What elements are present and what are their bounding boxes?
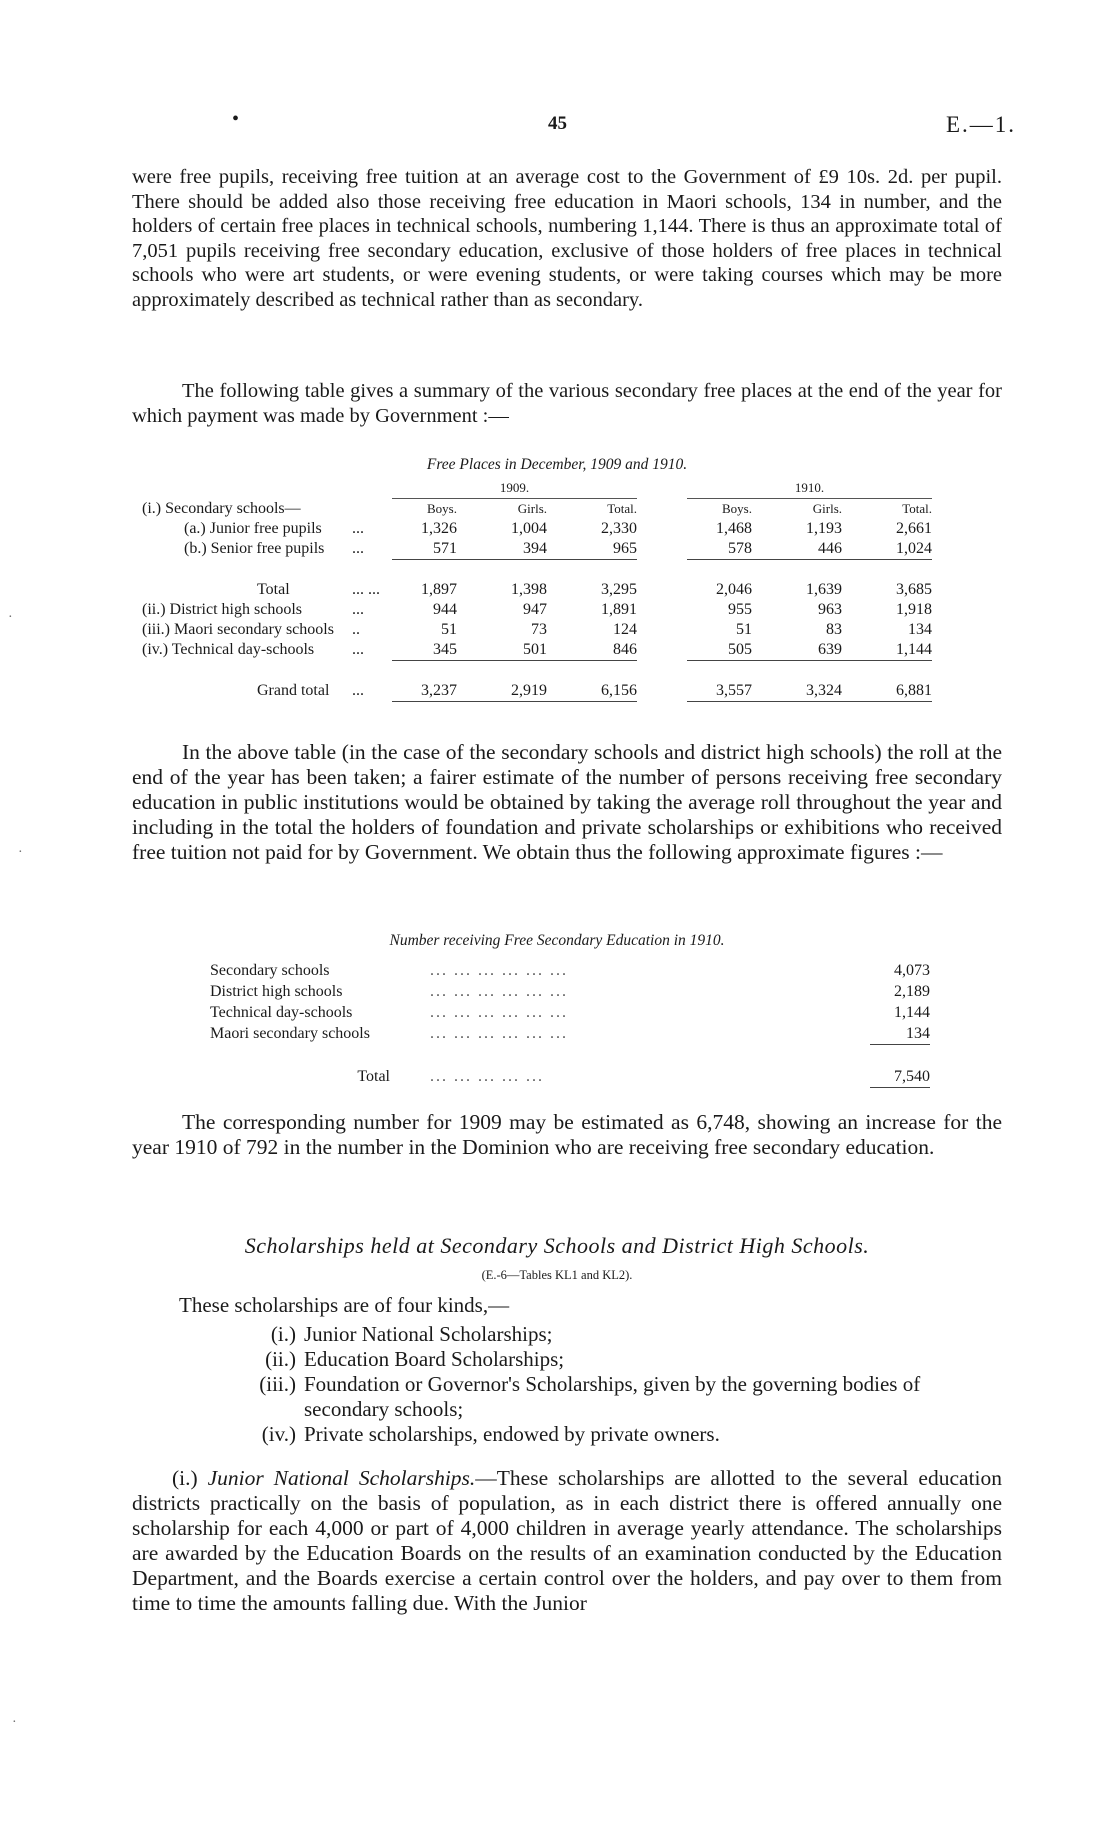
item-text: Private scholarships, endowed by private owners. [304, 1422, 720, 1446]
cell: 955 [728, 601, 752, 618]
scholarships-intro: These scholarships are of four kinds,— [179, 1293, 510, 1317]
free-secondary-table [210, 960, 930, 1109]
free-places-table [142, 478, 932, 722]
secondary-schools-label: (i.) Secondary schools— [142, 499, 301, 517]
table-row [142, 600, 932, 620]
table1-caption: Free Places in December, 1909 and 1910. [426, 456, 688, 473]
item-text: Junior National Scholarships; [304, 1322, 553, 1346]
year-1910-header: 1910. [687, 478, 932, 499]
row-label: Total [357, 1067, 390, 1085]
cell: 2,330 [601, 520, 637, 537]
cell: 134 [908, 621, 932, 638]
cell: 3,685 [896, 581, 932, 598]
table-row [210, 1002, 930, 1023]
table-row [210, 981, 930, 1002]
row-label: (b.) Senior free pupils [184, 540, 325, 558]
cell: 1,918 [896, 601, 932, 618]
col-total-1910: Total. [902, 501, 932, 516]
row-dots: ... ... ... ... ... ... [430, 1003, 568, 1021]
cell: 963 [818, 601, 842, 618]
row-value: 4,073 [894, 961, 930, 979]
cell: 3,295 [601, 581, 637, 598]
intro-paragraph: were free pupils, receiving free tuition at an average cost to the Government of £9 10s. 2d. per pupil. There should be added also those receiving free education in Maori schools, 134 in number, and the holders of certain free places in technical schools, numbering 1,144. There is thus an approximate total of 7,051 pupils receiving free secondary education, exclusive of those holders of free places in technical schools who were art students, or were evening students, or were taking courses which may be more approximately described as technical rather than as secondary. [132, 166, 1002, 311]
header-dot: • [232, 108, 240, 130]
cell: 2,919 [511, 682, 547, 699]
cell: 1,897 [421, 581, 457, 598]
cell: 6,881 [896, 682, 932, 699]
cell: 571 [433, 540, 457, 557]
row-label: (iv.) Technical day-schools [142, 641, 315, 659]
row-value: 2,189 [894, 982, 930, 1000]
cell: 846 [613, 641, 637, 658]
table-row [210, 1023, 930, 1045]
cell: 1,024 [896, 540, 932, 557]
row-dots: ... [352, 540, 364, 558]
margin-mark: · [12, 1715, 17, 1730]
col-girls-1909: Girls. [517, 501, 547, 516]
cell: 505 [728, 641, 752, 658]
cell: 51 [441, 621, 457, 638]
table-intro-paragraph: The following table gives a summary of the various secondary free places at the end of the year for which payment was made by Government :— [132, 380, 1002, 427]
row-label: Total [257, 581, 290, 598]
cell: 944 [433, 601, 457, 618]
cell: 1,891 [601, 601, 637, 618]
item-number: (i.) [270, 1322, 296, 1346]
row-dots: ... [352, 682, 364, 700]
row-label: Maori secondary schools [210, 1024, 370, 1042]
cell: 6,156 [601, 682, 637, 699]
row-value: 1,144 [894, 1003, 930, 1021]
row-label: (a.) Junior free pupils [184, 520, 322, 537]
cell: 3,237 [421, 682, 457, 699]
cell: 1,144 [896, 641, 932, 658]
col-boys-1910: Boys. [722, 501, 752, 516]
item-number: (iv.) [261, 1422, 296, 1446]
row-dots: ... ... ... ... ... [430, 1067, 544, 1085]
row-value: 134 [906, 1024, 930, 1042]
row-dots: ... [352, 520, 364, 537]
row-dots: ... [352, 601, 364, 618]
cell: 3,557 [716, 682, 752, 699]
scholarships-heading: Scholarships held at Secondary Schools and District High Schools. [244, 1233, 870, 1258]
col-boys-1909: Boys. [427, 501, 457, 516]
item-text: Education Board Scholarships; [304, 1347, 565, 1371]
junior-title: Junior National Scholarships. [207, 1466, 476, 1490]
list-item [234, 1322, 1004, 1347]
cell: 1,468 [716, 520, 752, 537]
col-girls-1910: Girls. [812, 501, 842, 516]
cell: 639 [818, 641, 842, 658]
junior-national-paragraph [132, 1466, 1002, 1616]
estimate-paragraph: In the above table (in the case of the secondary schools and district high schools) the roll at the end of the year has been taken; a fairer estimate of the number of persons receiving free secondary education in public institutions would be obtained by taking the average roll throughout the year and including in the total the holders of foundation and private scholarships or exhibitions who received free tuition not paid for by Government. We obtain thus the following approximate figures :— [132, 740, 1002, 864]
table-row [142, 519, 932, 539]
cell: 51 [736, 621, 752, 638]
row-dots: .. [352, 621, 360, 638]
item-text: Foundation or Governor's Scholarships, given by the governing bodies of secondary schools; [304, 1372, 921, 1421]
page-number: 45 [548, 113, 567, 134]
col-total-1909: Total. [607, 501, 637, 516]
cell: 3,324 [806, 682, 842, 699]
cell: 501 [523, 641, 547, 658]
junior-lead: (i.) [172, 1466, 198, 1490]
cell: 446 [818, 540, 842, 557]
cell: 345 [433, 641, 457, 658]
row-label: (iii.) Maori secondary schools [142, 621, 334, 638]
item-number: (iii.) [259, 1372, 296, 1396]
cell: 1,326 [421, 520, 457, 537]
row-dots: ... ... [352, 581, 380, 598]
cell: 1,193 [806, 520, 842, 537]
row-value: 7,540 [894, 1067, 930, 1085]
corresponding-paragraph: The corresponding number for 1909 may be estimated as 6,748, showing an increase for the year 1910 of 792 in the number in the Dominion who are receiving free secondary education. [132, 1110, 1002, 1159]
table-row [142, 539, 932, 560]
row-label: Grand total [257, 682, 330, 700]
cell: 965 [613, 540, 637, 557]
cell: 1,004 [511, 520, 547, 537]
scholarships-subref: (E.-6—Tables KL1 and KL2). [481, 1268, 633, 1282]
document-reference: E.—1. [946, 112, 1017, 137]
row-dots: ... ... ... ... ... ... [430, 1024, 568, 1042]
cell: 73 [531, 621, 547, 638]
total-row [142, 580, 932, 600]
row-label: Technical day-schools [210, 1003, 353, 1021]
row-dots: ... [352, 641, 364, 659]
margin-mark: · [18, 845, 23, 860]
row-dots: ... ... ... ... ... ... [430, 982, 568, 1000]
total-row [210, 1066, 930, 1088]
table-row [142, 640, 932, 661]
table-row [142, 620, 932, 640]
scholarship-kinds-list [234, 1322, 1004, 1447]
cell: 947 [523, 601, 547, 618]
year-1909-header: 1909. [392, 478, 637, 499]
table-row [210, 960, 930, 981]
list-item [234, 1422, 1004, 1447]
cell: 2,661 [896, 520, 932, 537]
cell: 1,639 [806, 581, 842, 598]
cell: 394 [523, 540, 547, 557]
row-label: District high schools [210, 982, 343, 1000]
cell: 2,046 [716, 581, 752, 598]
cell: 83 [826, 621, 842, 638]
cell: 578 [728, 540, 752, 557]
list-item [234, 1347, 1004, 1372]
item-number: (ii.) [265, 1347, 296, 1371]
cell: 1,398 [511, 581, 547, 598]
list-item [234, 1372, 1004, 1422]
row-label: (ii.) District high schools [142, 601, 302, 618]
cell: 124 [613, 621, 637, 638]
grand-total-row [142, 681, 932, 702]
margin-mark: · [8, 610, 13, 625]
row-label: Secondary schools [210, 961, 330, 979]
junior-text: —These scholarships are allotted to the several education districts practically on the basis of population, as in each district there is offered annually one scholarship for each 4,000 or part of 4,000 children in average yearly attendance. The scholarships are awarded by the Education Boards on the results of an examination conducted by the Education Department, and the Boards exercise a certain control over the holders, and pay over to them from time to time the amounts falling due. With the Junior [132, 1466, 1003, 1615]
row-dots: ... ... ... ... ... ... [430, 961, 568, 979]
table2-caption: Number receiving Free Secondary Education in 1910. [389, 932, 725, 949]
